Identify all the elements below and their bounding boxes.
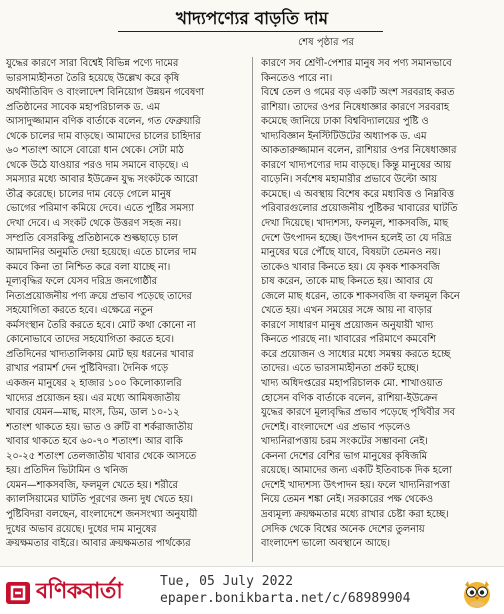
article-line: ক্রয়ক্ষমতার বাইরে। আবার ক্রয়ক্ষমতার পার্থক্যের (6, 538, 191, 550)
article-line: দেশেই খাদ্যশস্য উৎপাদন হয়। ফলে খাদ্যনিরাপত্তা (261, 479, 450, 491)
article-line: কারণে সব শ্রেণী-পেশার মানুষ সব পণ্য সমানভাবে (261, 58, 452, 69)
article-line: খাদ্যনিরাপত্তায় চরম সংকটের সম্ভাবনা নেই। (261, 436, 428, 448)
article-line: থেকে চালের দাম বাড়ছে। আমাদের চালের চাহিদার (6, 130, 202, 142)
article-line: কিনতে পারছে না। খাবারের পরিমাণে কমবেশি (261, 334, 436, 346)
article-line: বাড়েনি। সর্বশেষ মহামারীর প্রভাবে উল্টো আয় (261, 174, 437, 186)
article-line: ৬০ শতাংশ আসে বোরো ধান থেকে। সেটা মাঠ (6, 145, 184, 157)
article-line: পরিবারগুলোর প্রয়োজনীয় পুষ্টিকর খাবারের ঘাটতি (261, 203, 458, 215)
article-line: তাদের। এতে ভারসাম্যহীনতা প্রকট হচ্ছে। (261, 363, 419, 375)
article-headline: খাদ্যপণ্যের বাড়তি দাম (175, 9, 329, 29)
article-line: খাদ্য অধিদপ্তরের মহাপরিচালক মো. শাখাওয়াত (261, 378, 443, 390)
article-line: তাকেও খাবার কিনতে হয়। যে কৃষক শাকসবজি (261, 261, 440, 273)
article-line: সহযোগিতা করতে হবে। এক্ষেত্রে নতুন (6, 305, 153, 317)
article-line: বাংলাদেশ ভালো অবস্থানে আছে। (261, 538, 390, 550)
article-line: আমদানির অনুমতি দেয়া হয়েছে। এতে চালের দাম (6, 247, 197, 259)
article-line: যেমন—শাকসবজি, ফলমূল খেতে হয়। শরীরে (6, 479, 178, 491)
article-line: ক্যালসিয়ামের ঘাটতি পূরণের জন্য দুধ খেতে হয়। (6, 494, 194, 506)
bonikbarta-logo[interactable] (4, 574, 122, 611)
article-line: হোসেন বণিক বার্তাকে বলেন, রাশিয়া-ইউক্রেন (261, 392, 438, 404)
article-line: সম্প্রতি বেসরকিছু প্রতিষ্ঠানকে শুল্কছাড়ে চাল (6, 232, 178, 244)
article-line: যুদ্ধের কারণে মূল্যবৃদ্ধির প্রভাব পড়েছে পৃথিবীর সব (261, 407, 455, 419)
article-line: রাখার পরামর্শ দেন পুষ্টিবিদরা। দৈনিক গড়ে (6, 363, 168, 375)
article-line: কোনোভাবে তাদের সহযোগিতা করতে হবে। (6, 334, 174, 346)
article-line: মানুষের ঘরে পৌঁছে যাবে, বিষয়টা তেমনও নয়। (261, 247, 441, 259)
article-line: সমস্যার মধ্যে আবার ইউক্রেন যুদ্ধ সংকটকে আরো (6, 174, 198, 186)
article-line: ভোগের পরিমাণ কমিয়ে দেবে। এতে পুষ্টির সমস্যা (6, 203, 194, 215)
article-line: কারণে সাধারণ মানুষ প্রয়োজন অনুযায়ী খাদ্য (261, 319, 434, 331)
logo-mark-icon (4, 579, 34, 607)
article-line: নিত্যপ্রয়োজনীয় পণ্য ক্রয়ে প্রভাব পড়েছে তাদের (6, 290, 192, 302)
article-line: শতাংশ থাকতে হয়। ভাত ও রুটি বা শর্করাজাতীয় (6, 421, 193, 433)
article-line: কিনতেও পারে না। (261, 72, 333, 84)
article-line: দেশে উৎপাদন হচ্ছে। উৎপাদন হলেই তা যে দরিদ্র (261, 232, 452, 244)
article-line: খাবার থাকতে হবে ৬০-৭০ শতাংশ। আর বাকি (6, 436, 183, 448)
article-line: ভারসাম্যহীনতা তৈরি হয়েছে উল্লেখ করে কৃষি (6, 72, 180, 84)
article-line: খাদ্যবিজ্ঞান ইনস্টিটিউটের অধ্যাপক ড. এম (261, 130, 427, 142)
article-line: রাশিয়া। তাদের ওপর নিষেধাজ্ঞার কারণে সরবরাহ (261, 101, 449, 113)
article-right-column (261, 57, 497, 561)
owl-icon (460, 577, 494, 609)
article-line: থেকে উঠে যাওয়ার পরও দাম সমানে বাড়ছে। এ (6, 159, 189, 171)
footer-meta (160, 573, 410, 607)
article-line: কমেছে জানিয়ে ঢাকা বিশ্ববিদ্যালয়ের পুষ্টি ও (261, 116, 429, 128)
article-line: দুধের অভাব রয়েছে। দুধের দাম মানুষের (6, 523, 157, 535)
article-left-column (6, 57, 241, 561)
article-line: মূল্যবৃদ্ধির ফলে যেসব দরিদ্র জনগোষ্ঠীর (6, 276, 158, 288)
article-line: একজন মানুষের ২ হাজার ১০০ কিলোক্যালরি (6, 378, 182, 390)
headline-underline (118, 31, 383, 32)
article-line: আকতারুজ্জামান বলেন, রাশিয়ার ওপর নিষেধাজ্ঞার (261, 145, 457, 157)
article-line: হয়। প্রতিদিন ভিটামিন ও খনিজ (6, 465, 128, 477)
article-line: বিশ্বে তেল ও গমের বড় একটি অংশ সরবরাহ করত (261, 87, 455, 99)
article-line: কমেছে। এ অবস্থায় বিশেষ করে মধ্যবিত্ত ও নিম্নবিত্ত (261, 188, 455, 200)
article-line: কমবে কিনা তা নিশ্চিত করে বলা যাচ্ছে না। (6, 261, 171, 273)
article-line: চাষ করেন, তাকে মাছ কিনতে হয়। আবার যে (261, 276, 433, 288)
continuation-note: শেষ পৃষ্ঠার পর (298, 37, 354, 48)
article-line: নিয়ে তেমন শঙ্কা নেই। সরকারের পক্ষ থেকেও (261, 494, 434, 506)
article-line: যুদ্ধের কারণে সারা বিশ্বেই বিভিন্ন পণ্যে দামের (6, 58, 179, 69)
article-line: রয়েছে। আমাদের জন্য একটি ইতিবাচক দিক হলো (261, 465, 452, 477)
article-line: প্রতিষ্ঠানের সাবেক মহাপরিচালক ড. এম (6, 101, 160, 113)
article-line: কর্মসংস্থান তৈরি করতে হবে। মোট কথা কোনো না (6, 319, 196, 331)
article-line: ২০-২৫ শতাংশ তেলজাতীয় খাবার থেকে আসতে (6, 450, 196, 462)
epaper-url[interactable]: epaper.bonikbarta.net/c/68989904 (160, 591, 411, 606)
article-line: সেদিক থেকে বিশ্বের অনেক দেশের তুলনায় (261, 523, 425, 535)
column-divider (252, 57, 253, 562)
article-line: কারণে খাদ্যপণ্যের দাম বাড়ছে। কিন্তু মানুষের আয় (261, 159, 452, 171)
article-line: অর্থনীতিবিদ ও বাংলাদেশ বিনিয়োগ উন্নয়ন গবেষণা (6, 87, 205, 99)
article-line: আসাদুজ্জামান বণিক বার্তাকে বলেন, গত ফেব্রুয়ারি (6, 116, 201, 128)
logo-text: বণিকবার্তা (36, 579, 123, 604)
article-line: দেখা দিয়েছে। খাদ্যশস্য, ফলমূল, শাকসবজি, মাছ (261, 218, 449, 230)
publish-date: Tue, 05 July 2022 (160, 574, 294, 589)
article-line: খাবার যেমন—মাছ, মাংস, ডিম, ডাল ১০-১২ (6, 407, 180, 419)
article-line: তীব্র করেছে। চালের দাম বেড়ে গেলে মানুষ (6, 188, 172, 200)
article-line: খেতে হয়। এখন সময়ের সঙ্গে আয় না বাড়ার (261, 305, 432, 317)
article-line: দেশেই। বাংলাদেশে এর প্রভাব পড়লেও (261, 421, 411, 433)
article-line: পুষ্টিবিদরা বলছেন, বাংলাদেশে জনসংখ্যা অনুযায়ী (6, 508, 198, 520)
article-line: খাদ্যের প্রয়োজন হয়। এর মধ্যে আমিষজাতীয় (6, 392, 181, 404)
article-line: প্রতিদিনের খাদ্যতালিকায় মোট ছয় ধরনের খাবার (6, 348, 194, 360)
article-line: কেননা দেশের বেশির ভাগ মানুষের কৃষিজমি (261, 450, 428, 462)
article-line: করে প্রয়োজন ও সাধ্যের মধ্যে সমন্বয় করতে হচ্ছে (261, 348, 451, 360)
article-line: দ্রব্যমূল্য ক্রয়ক্ষমতার মধ্যে রাখার চেষ্টা করা হচ্ছে। (261, 508, 449, 520)
article-line: জেলে মাছ ধরেন, তাকে শাকসবজি বা ফলমূল কিনে (261, 290, 460, 302)
article-line: দেখা দেবে। এ সংকট থেকে উত্তরণ সহজ নয়। (6, 218, 182, 230)
